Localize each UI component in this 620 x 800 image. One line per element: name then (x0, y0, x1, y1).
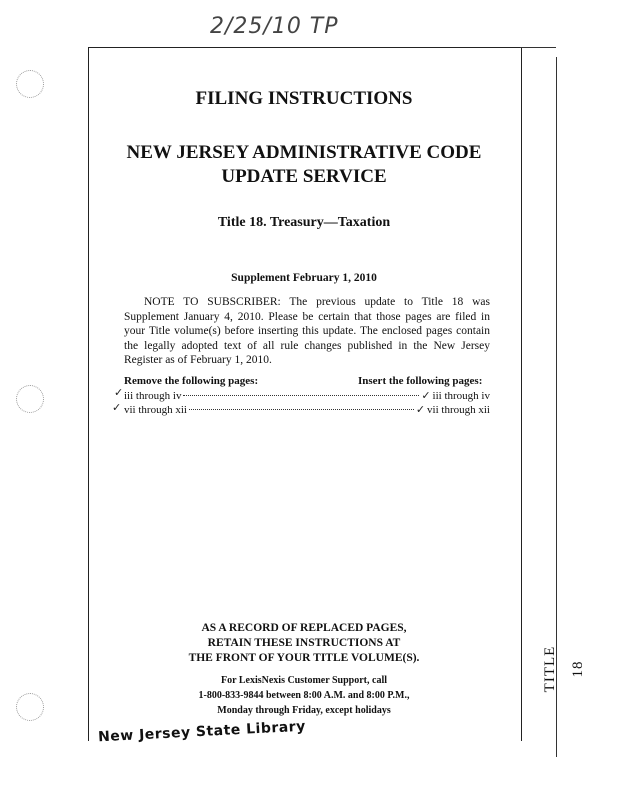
checkmark-icon: ✓ (112, 401, 122, 414)
record-notice (88, 621, 520, 666)
support-line: Monday through Friday, except holidays (217, 705, 391, 716)
punch-hole-bottom (16, 693, 44, 721)
library-stamp: New Jersey State Library (97, 718, 307, 746)
remove-pages-range: iii through iv (124, 390, 182, 402)
page-row (112, 401, 490, 416)
supplement-date: Supplement February 1, 2010 (231, 272, 377, 284)
page-row (114, 386, 490, 402)
page-title: FILING INSTRUCTIONS (195, 88, 413, 109)
record-notice-line: RETAIN THESE INSTRUCTIONS AT (207, 637, 401, 649)
note-to-subscriber: NOTE TO SUBSCRIBER: The previous update to Title 18 was Supplement January 4, 2010. Please be certain that those pages are filed in your Title volume(s) before inserting this update. The enclosed pages contain the legally adopted text of all rule changes published in the New Jersey Register as of February 1, 2010. (124, 296, 490, 366)
service-title-line-2: UPDATE SERVICE (221, 166, 387, 187)
support-line: 1-800-833-9844 between 8:00 A.M. and 8:00 P.M., (198, 690, 410, 701)
punch-hole-top (16, 70, 44, 98)
support-line: For LexisNexis Customer Support, call (220, 675, 387, 686)
service-title (88, 141, 520, 189)
leader-dots (183, 395, 419, 396)
title-tab-label: TITLE 18 (542, 645, 586, 693)
title-name: Title 18. Treasury—Taxation (217, 215, 391, 230)
tab-divider-top (520, 47, 556, 58)
customer-support-info (88, 673, 520, 718)
punch-hole-middle (16, 385, 44, 413)
record-notice-line: THE FRONT OF YOUR TITLE VOLUME(S). (188, 652, 420, 664)
insert-pages-header: Insert the following pages: (358, 375, 483, 387)
insert-pages-range: vii through xii (427, 404, 490, 416)
remove-pages-header: Remove the following pages: (124, 375, 259, 387)
service-title-line-1: NEW JERSEY ADMINISTRATIVE CODE (126, 142, 482, 163)
handwritten-date-note: 2/25/10 TP (210, 14, 339, 39)
record-notice-line: AS A RECORD OF REPLACED PAGES, (201, 622, 407, 634)
insert-pages-range: iii through iv (432, 390, 490, 402)
checkmark-icon: ✓ (415, 403, 426, 416)
remove-pages-range: vii through xii (124, 404, 187, 416)
leader-dots (189, 409, 414, 410)
checkmark-icon: ✓ (421, 389, 431, 402)
checkmark-icon: ✓ (114, 386, 124, 399)
